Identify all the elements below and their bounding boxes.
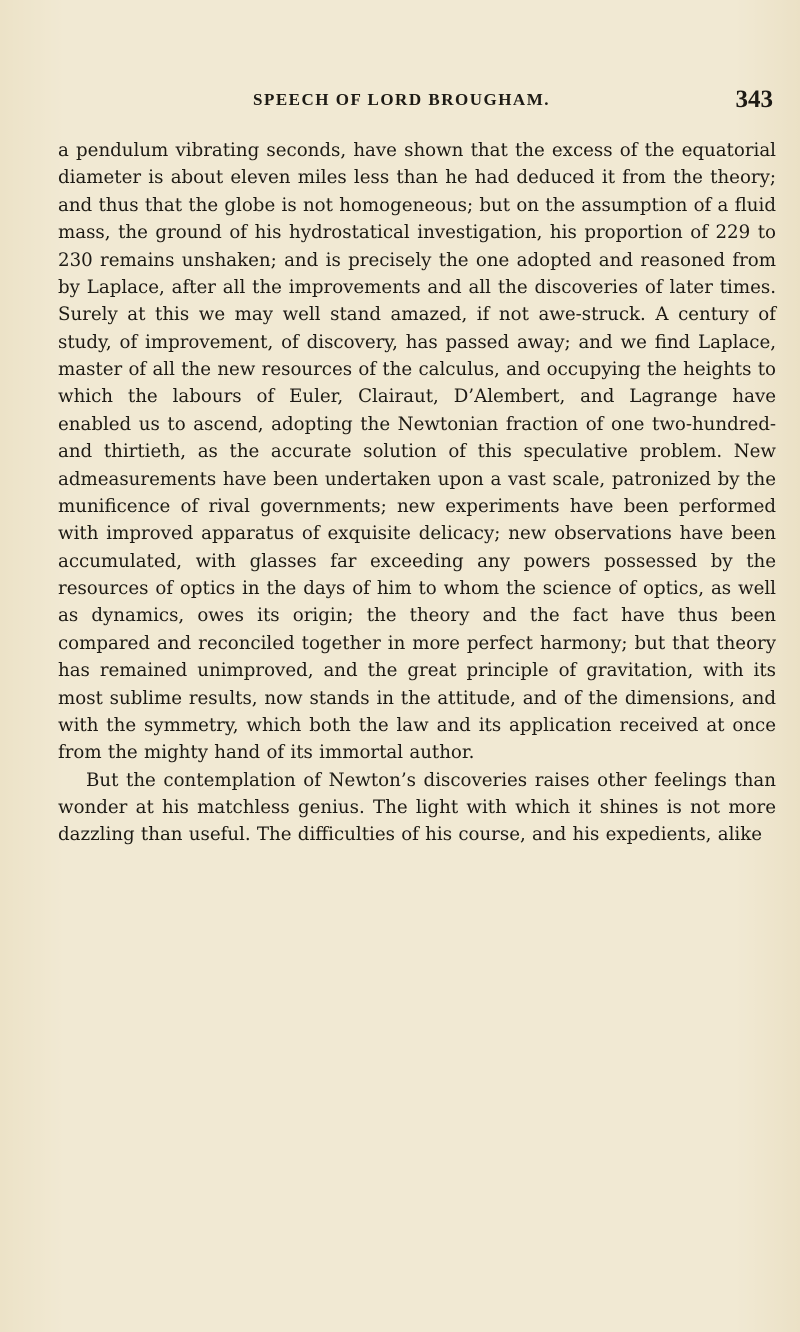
page-number: 343 — [735, 86, 773, 113]
paragraph-1: a pendulum vibrating seconds, have shown that the excess of the equatorial diameter is about eleven miles less than he had deduced it from the theory; and thus that the globe is not homogeneous; but on the assumption of a fluid mass, the ground of his hydrostatical investigation, his proportion of 229 to 230 remains unshaken; and is precisely the one adopted and reasoned from by Laplace, after all the improvements and all the discoveries of later times. Surely at this we may well stand amazed, if not awe-struck. A century of study, of improvement, of discovery, has passed away; and we find Laplace, master of all the new resources of the calculus, and occupying the heights to which the labours of Euler, Clairaut, D’Alembert, and Lagrange have enabled us to ascend, adopting the Newtonian fraction of one two-hundred-and thirtieth, as the accurate solution of this speculative problem. New admeasurements have been undertaken upon a vast scale, patronized by the munificence of rival governments; new experiments have been performed with improved apparatus of exquisite delicacy; new observations have been accumulated, with glasses far exceeding any powers possessed by the resources of optics in the days of him to whom the science of optics, as well as dynamics, owes its origin; the theory and the fact have thus been compared and reconciled together in more perfect harmony; but that theory has remained unimproved, and the great principle of gravitation, with its most sublime results, now stands in the attitude, and of the dimensions, and with the symmetry, which both the law and its application received at once from the mighty hand of its immortal author. — [58, 140, 776, 764]
running-head: SPEECH OF LORD BROUGHAM. — [253, 90, 550, 109]
page-header — [58, 88, 773, 124]
paragraph-2: But the contemplation of Newton’s discoveries raises other feelings than wonder at his matchless genius. The light with which it shines is not more dazzling than useful. The difficulties of his course, and his expedients, alike — [58, 769, 776, 846]
body-text — [58, 137, 776, 849]
